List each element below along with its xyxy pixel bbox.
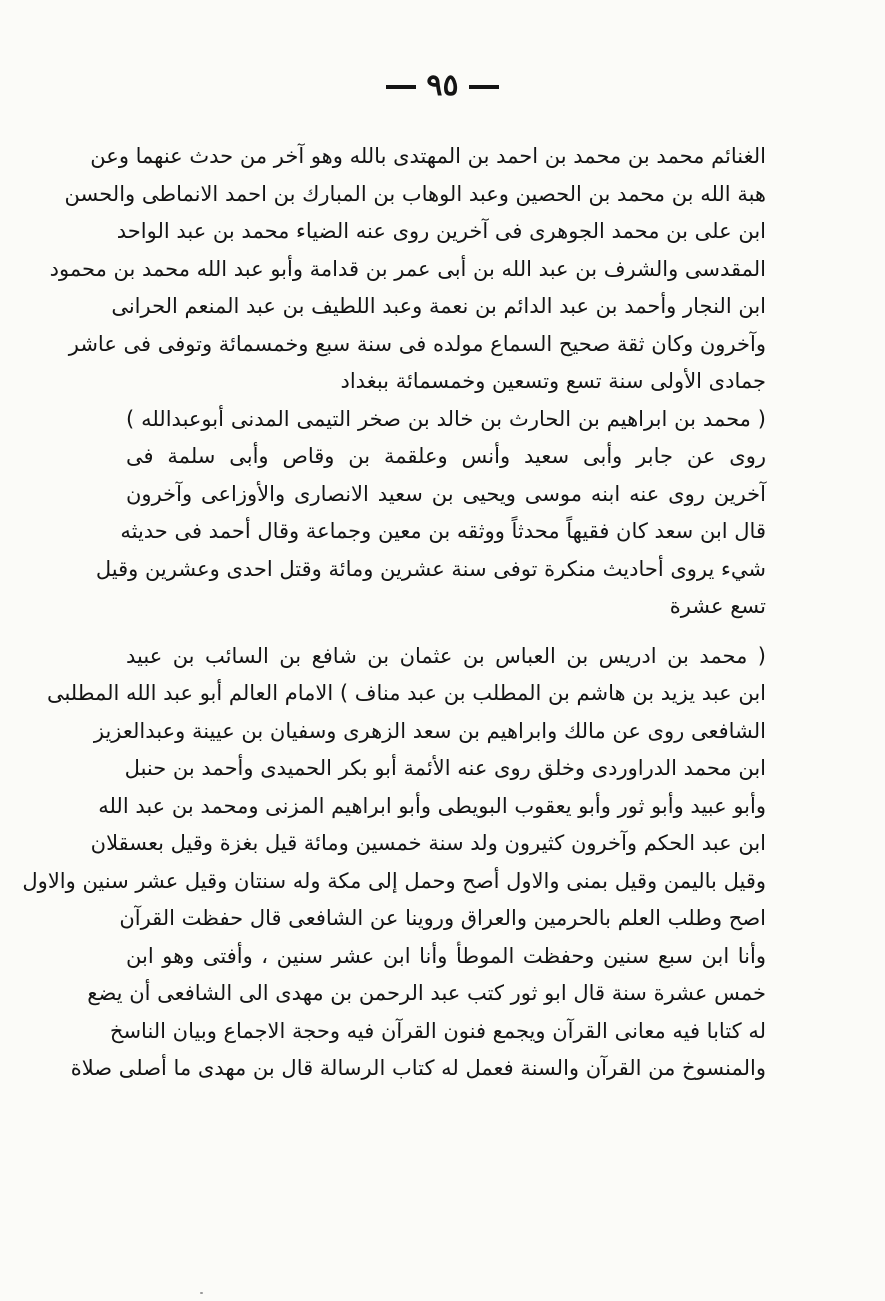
paragraph-1 <box>49 138 766 401</box>
text-line: ابن النجار وأحمد بن عبد الدائم بن نعمة وعبد اللطيف بن عبد المنعم الحرانى <box>111 294 766 318</box>
text-line: هبة الله بن محمد بن الحصين وعبد الوهاب بن المبارك بن احمد الانماطى والحسن <box>64 181 766 206</box>
text-line: وأبو عبيد وأبو ثور وأبو يعقوب البويطى وأبو ابراهيم المزنى ومحمد بن عبد الله <box>98 793 766 818</box>
text-line: شيء يروى أحاديث منكرة توفى سنة عشرين ومائة وقتل احدى وعشرين وقيل <box>95 556 766 581</box>
text-line: قال ابن سعد كان فقيهاً محدثاً ووثقه بن معين وجماعة وقال أحمد فى حديثه <box>120 519 766 543</box>
body-text <box>22 138 766 1088</box>
text-line: وأنا ابن سبع سنين وحفظت الموطأ وأنا ابن عشر سنين ، وأفتى وهو ابن <box>126 943 766 968</box>
entry-heading-line: ( محمد بن ابراهيم بن الحارث بن خالد بن صخر التيمى المدنى أبوعبدالله ) <box>126 406 766 431</box>
page-number-right-dash <box>469 85 499 89</box>
paragraph-3 <box>22 638 766 1088</box>
text-line: المقدسى والشرف بن عبد الله بن أبى عمر بن قدامة وأبو عبد الله محمد بن محمود <box>49 256 766 281</box>
text-line: وآخرون وكان ثقة صحيح السماع مولده فى سنة سبع وخمسمائة وتوفى فى عاشر <box>68 331 766 356</box>
text-line: ابن عبد يزيد بن هاشم بن المطلب بن عبد مناف ) الامام العالم أبو عبد الله المطلبى <box>46 681 766 705</box>
paragraph-2 <box>95 401 766 626</box>
paragraph-spacer <box>126 626 766 638</box>
entry-heading-line: ( محمد بن ادريس بن العباس بن عثمان بن شافع بن السائب بن عبيد <box>126 643 766 668</box>
text-line: والمنسوخ من القرآن والسنة فعمل له كتاب الرسالة قال بن مهدى ما أصلى صلاة <box>70 1056 766 1080</box>
text-line: اصح وطلب العلم بالحرمين والعراق وروينا عن الشافعى قال حفظت القرآن <box>119 906 766 930</box>
paper-speck <box>200 1292 203 1294</box>
text-line: جمادى الأولى سنة تسع وتسعين وخمسمائة ببغداد <box>340 369 766 393</box>
page-number: ٩٥ <box>426 68 459 103</box>
page-number-left-dash <box>386 85 416 89</box>
text-line: تسع عشرة <box>669 594 766 618</box>
text-line: ابن محمد الدراوردى وخلق روى عنه الأئمة أبو بكر الحميدى وأحمد بن حنبل <box>124 756 766 780</box>
text-line: وقيل باليمن وقيل بمنى والاول أصح وحمل إلى مكة وله سنتان وقيل عشر سنين والاول <box>22 868 766 893</box>
text-line: ابن عبد الحكم وآخرون كثيرون ولد سنة خمسين ومائة قيل بغزة وقيل بعسقلان <box>90 831 766 855</box>
text-line: خمس عشرة سنة قال ابو ثور كتب عبد الرحمن بن مهدى الى الشافعى أن يضع <box>87 981 766 1005</box>
page-number-header <box>0 68 885 103</box>
text-line: له كتابا فيه معانى القرآن ويجمع فنون القرآن فيه وحجة الاجماع وبيان الناسخ <box>109 1018 766 1043</box>
text-line: الغنائم محمد بن محمد بن احمد بن المهتدى بالله وهو آخر من حدث عنهما وعن <box>90 144 766 168</box>
text-line: روى عن جابر وأبى سعيد وأنس وعلقمة بن وقاص وأبى سلمة فى <box>126 444 766 468</box>
text-line: ابن على بن محمد الجوهرى فى آخرين روى عنه الضياء محمد بن عبد الواحد <box>116 219 766 243</box>
text-line: الشافعى روى عن مالك وابراهيم بن سعد الزهرى وسفيان بن عيينة وعبدالعزيز <box>93 718 766 743</box>
text-line: آخرين روى عنه ابنه موسى ويحيى بن سعيد الانصارى والأوزاعى وآخرون <box>126 481 766 506</box>
